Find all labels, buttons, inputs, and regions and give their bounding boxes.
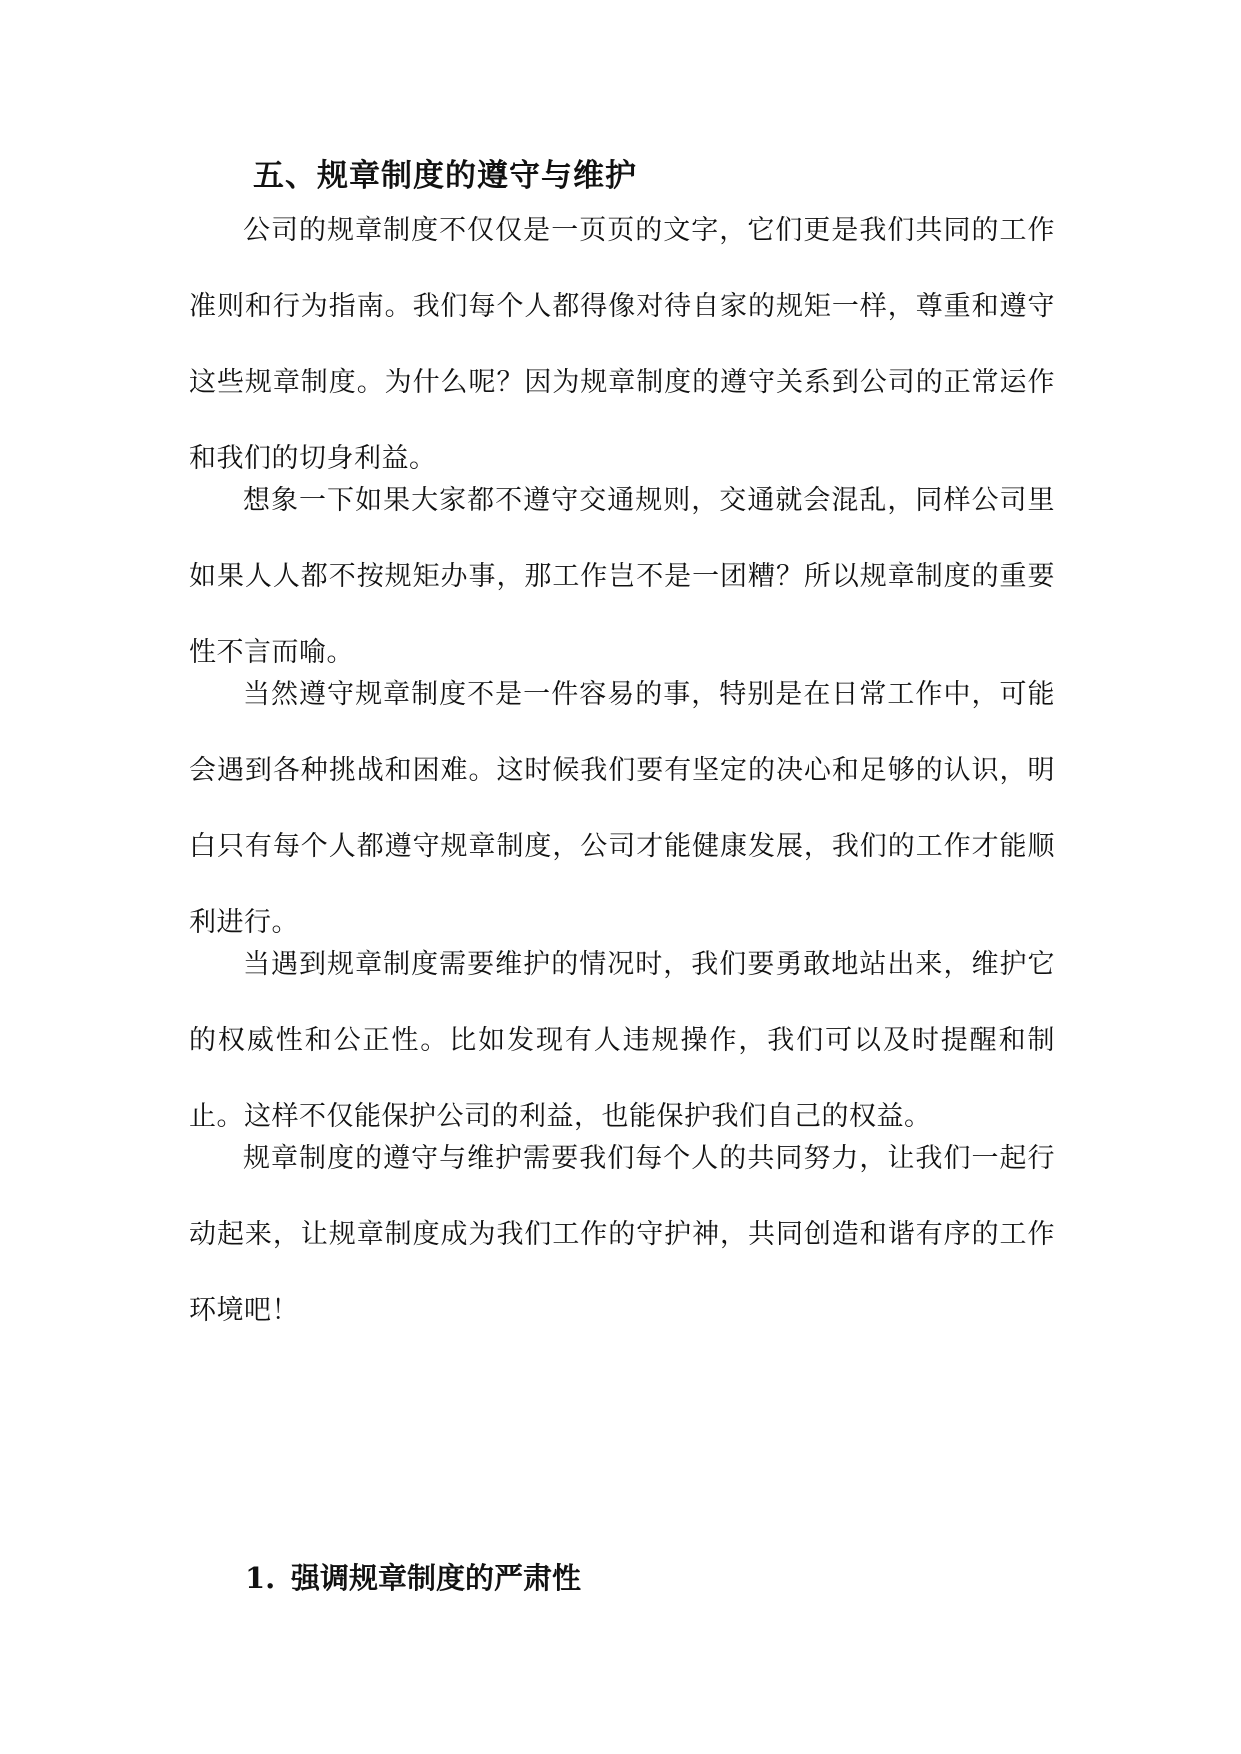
paragraph-rules-meaning: 公司的规章制度不仅仅是一页页的文字，它们更是我们共同的工作准则和行为指南。我们每个人都得像对待自家的规矩一样，尊重和遵守这些规章制度。为什么呢？因为规章制度的遵守关系到公司的正常运作和我们的切身利益。 [189,215,1055,474]
section-heading: 五、规章制度的遵守与维护 [253,158,637,194]
subsection-number: 1. [245,1561,276,1595]
paragraph-traffic-analogy: 想象一下如果大家都不遵守交通规则，交通就会混乱，同样公司里如果人人都不按规矩办事，那工作岂不是一团糟？所以规章制度的重要性不言而喻。 [189,485,1055,668]
paragraph-call-to-action: 规章制度的遵守与维护需要我们每个人的共同努力，让我们一起行动起来，让规章制度成为我们工作的守护神，共同创造和谐有序的工作环境吧！ [189,1143,1055,1326]
paragraph-rule-maintenance: 当遇到规章制度需要维护的情况时，我们要勇敢地站出来，维护它的权威性和公正性。比如发现有人违规操作，我们可以及时提醒和制止。这样不仅能保护公司的利益，也能保护我们自己的权益。 [189,949,1055,1132]
subsection-title: 强调规章制度的严肃性 [291,1561,582,1595]
subsection-heading [245,1556,581,1597]
paragraph-compliance-challenges: 当然遵守规章制度不是一件容易的事，特别是在日常工作中，可能会遇到各种挑战和困难。这时候我们要有坚定的决心和足够的认识，明白只有每个人都遵守规章制度，公司才能健康发展，我们的工作才能顺利进行。 [189,679,1055,938]
